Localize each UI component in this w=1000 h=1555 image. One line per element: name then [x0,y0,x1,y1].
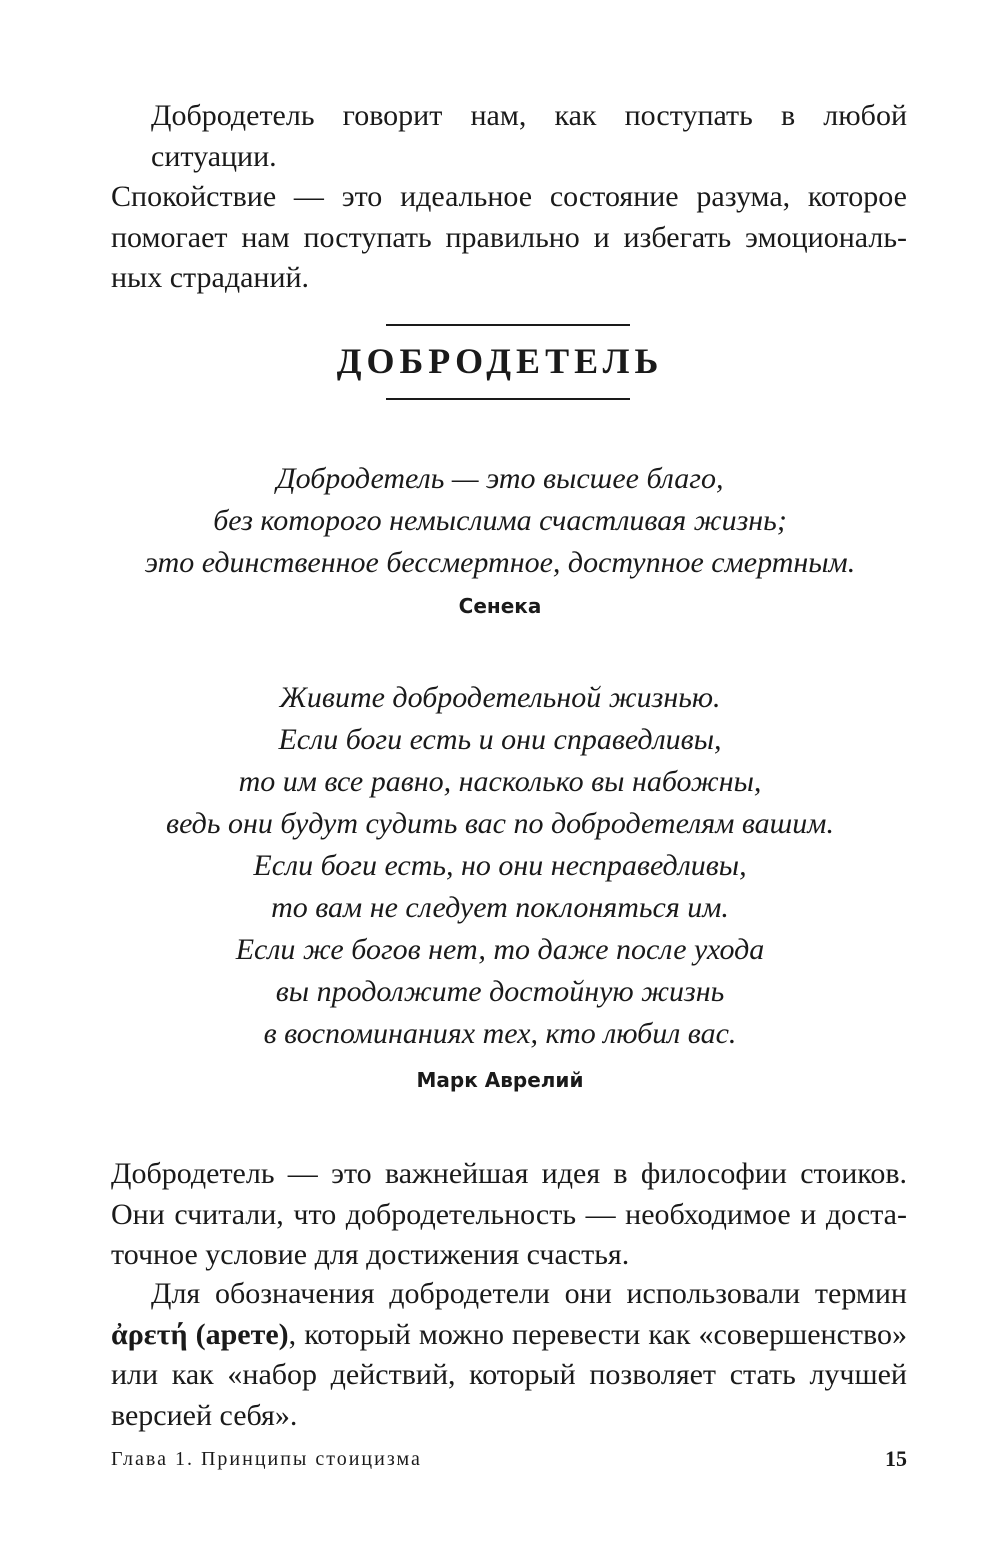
intro-line: Спокойствие — это идеальное состояние разума, которое [111,180,907,213]
running-footer-chapter: Глава 1. Принципы стоицизма [111,1448,422,1470]
heading-bottom-rule [386,398,630,400]
quote-line: в воспоминаниях тех, кто любил вас. [263,1017,737,1050]
quote-line: Добродетель — это высшее благо, [276,462,724,495]
intro-line: ных страданий. [111,261,310,294]
body-line: Добродетель — это важнейшая идея в философии стоиков. [111,1157,907,1190]
quote-author: Сенека [458,594,542,618]
body-paragraph [111,1154,907,1276]
intro-line: помогает нам поступать правильно и избегать эмоциональ- [111,220,907,254]
quote-line: то вам не следует поклоняться им. [271,891,729,924]
body-line: Для обозначения добродетели они использовали термин [151,1277,907,1310]
quote-line: то им все равно, насколько вы набожны, [238,765,762,798]
body-line: версией себя». [111,1398,298,1432]
body-line-rest: , который можно перевести как «совершенство» [288,1317,907,1351]
quote-line: Если боги есть, но они несправедливы, [253,849,747,882]
epigraph-quote [0,677,1000,1055]
page-number: 15 [885,1446,907,1471]
body-line: точное условие для достижения счастья. [111,1238,630,1271]
intro-paragraph [111,96,907,299]
quote-line: Если боги есть и они справедливы, [278,723,722,756]
quote-line: это единственное бессмертное, доступное смертным. [144,546,856,579]
body-paragraph [111,1274,907,1436]
body-line: Они считали, что добродетельность — необходимое и доста- [111,1197,907,1231]
epigraph-quote [0,458,1000,584]
quote-author: Марк Аврелий [416,1068,584,1092]
quote-line: Живите добродетельной жизнью. [279,681,721,714]
intro-line: Добродетель говорит нам, как поступать в любой ситуации. [151,99,907,173]
greek-term: ἀρετή (арете) [111,1317,289,1351]
section-heading: ДОБРОДЕТЕЛЬ [336,341,664,381]
body-line: или как «набор действий, который позволяет стать лучшей [111,1358,907,1391]
heading-top-rule [386,324,630,326]
quote-line: вы продолжите достойную жизнь [275,975,725,1008]
quote-line: Если же богов нет, то даже после ухода [235,933,765,966]
quote-line: ведь они будут судить вас по добродетелям вашим. [166,807,834,840]
body-line [111,1315,907,1356]
quote-line: без которого немыслима счастливая жизнь; [213,504,787,537]
